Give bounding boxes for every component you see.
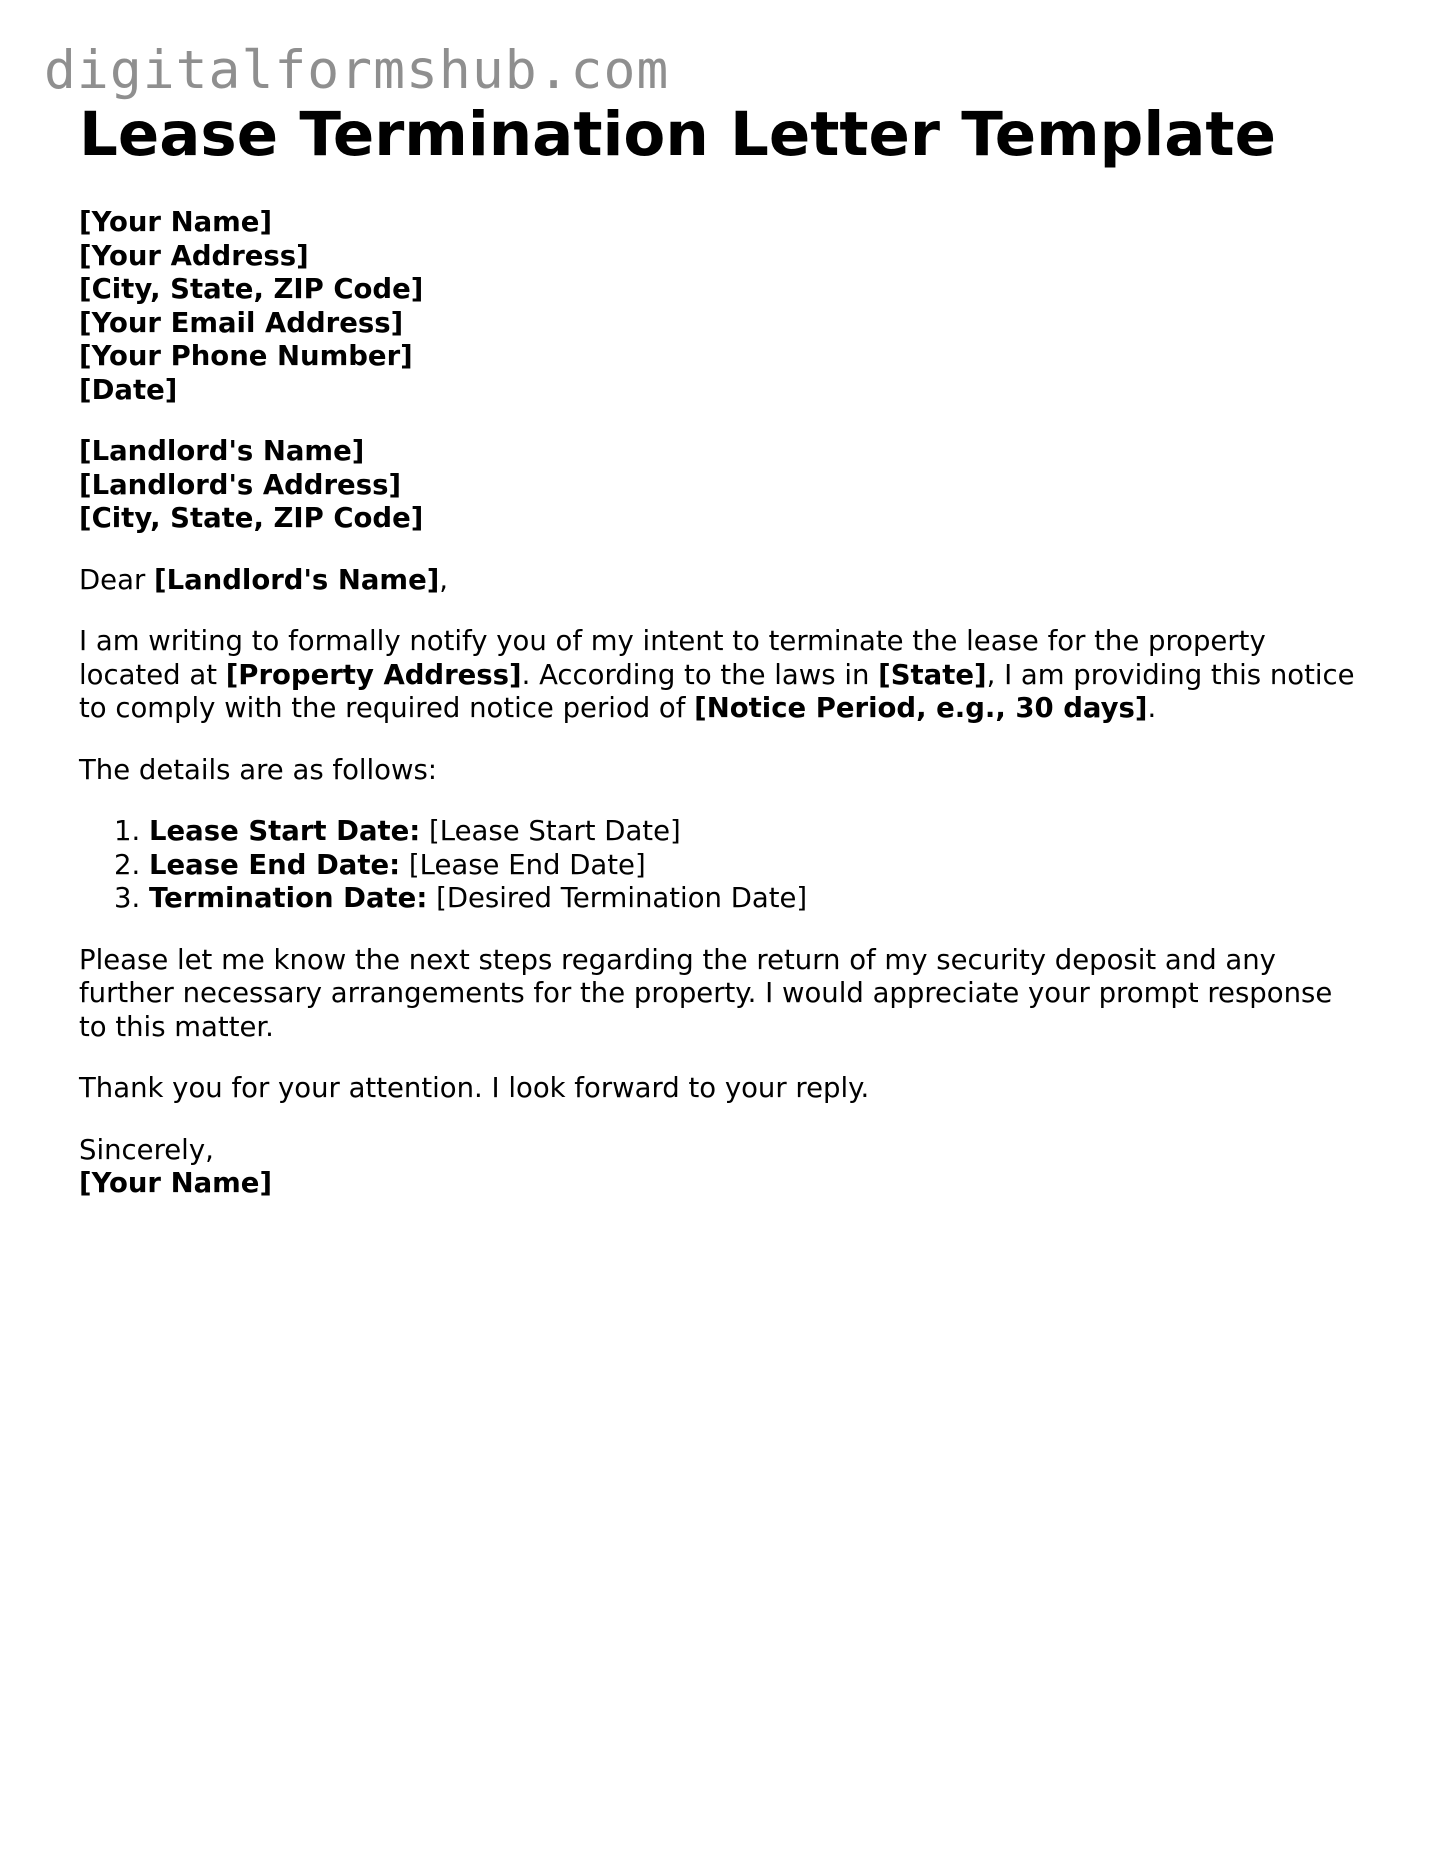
sender-address: [Your Address] <box>79 239 309 272</box>
intro-text-3: , I am providing this notice to comply with the required notice period of <box>79 658 1355 725</box>
lease-start-label: Lease Start Date: <box>149 815 421 848</box>
greeting-prefix: Dear <box>79 563 154 596</box>
intro-text-2: . According to the laws in <box>521 658 879 691</box>
letter-date: [Date] <box>79 373 178 406</box>
list-item <box>149 815 1359 849</box>
details-list <box>79 815 1359 916</box>
sender-email: [Your Email Address] <box>79 306 404 339</box>
termination-date-value: [Desired Termination Date] <box>427 882 808 915</box>
list-item <box>149 882 1359 916</box>
recipient-city-state-zip: [City, State, ZIP Code] <box>79 502 424 535</box>
recipient-address: [Landlord's Address] <box>79 468 402 501</box>
sender-city-state-zip: [City, State, ZIP Code] <box>79 273 424 306</box>
property-address: [Property Address] <box>225 658 522 691</box>
notice-period: [Notice Period, e.g., 30 days] <box>694 692 1148 725</box>
intro-text-1: I am writing to formally notify you of my intent to terminate the lease for the property located at <box>79 625 1266 691</box>
lease-end-label: Lease End Date: <box>149 848 401 881</box>
sender-block <box>79 206 1359 407</box>
list-item <box>149 849 1359 883</box>
letter-document <box>79 100 1359 1201</box>
request-paragraph: Please let me know the next steps regarding the return of my security deposit and any further necessary arrangements for the property. I would appreciate your prompt response to this matter. <box>79 943 1333 1043</box>
signature-name: [Your Name] <box>79 1167 273 1200</box>
sender-name: [Your Name] <box>79 206 273 239</box>
closing: Sincerely, <box>79 1133 214 1166</box>
termination-date-label: Termination Date: <box>149 882 428 915</box>
intro-paragraph <box>79 625 1359 726</box>
sender-phone: [Your Phone Number] <box>79 340 413 373</box>
site-watermark: digitalformshub.com <box>44 40 670 101</box>
thanks-paragraph: Thank you for your attention. I look forward to your reply. <box>79 1072 870 1105</box>
page-title: Lease Termination Letter Template <box>79 99 1276 170</box>
intro-text-4: . <box>1147 692 1157 725</box>
greeting-suffix: , <box>439 563 449 596</box>
greeting-name: [Landlord's Name] <box>154 563 440 596</box>
greeting <box>79 564 1359 598</box>
recipient-block <box>79 435 1359 536</box>
state-name: [State] <box>878 658 987 691</box>
closing-block <box>79 1134 1359 1201</box>
lease-start-value: [Lease Start Date] <box>420 815 681 848</box>
lease-end-value: [Lease End Date] <box>400 848 646 881</box>
recipient-name: [Landlord's Name] <box>79 435 365 468</box>
details-intro: The details are as follows: <box>79 753 438 786</box>
